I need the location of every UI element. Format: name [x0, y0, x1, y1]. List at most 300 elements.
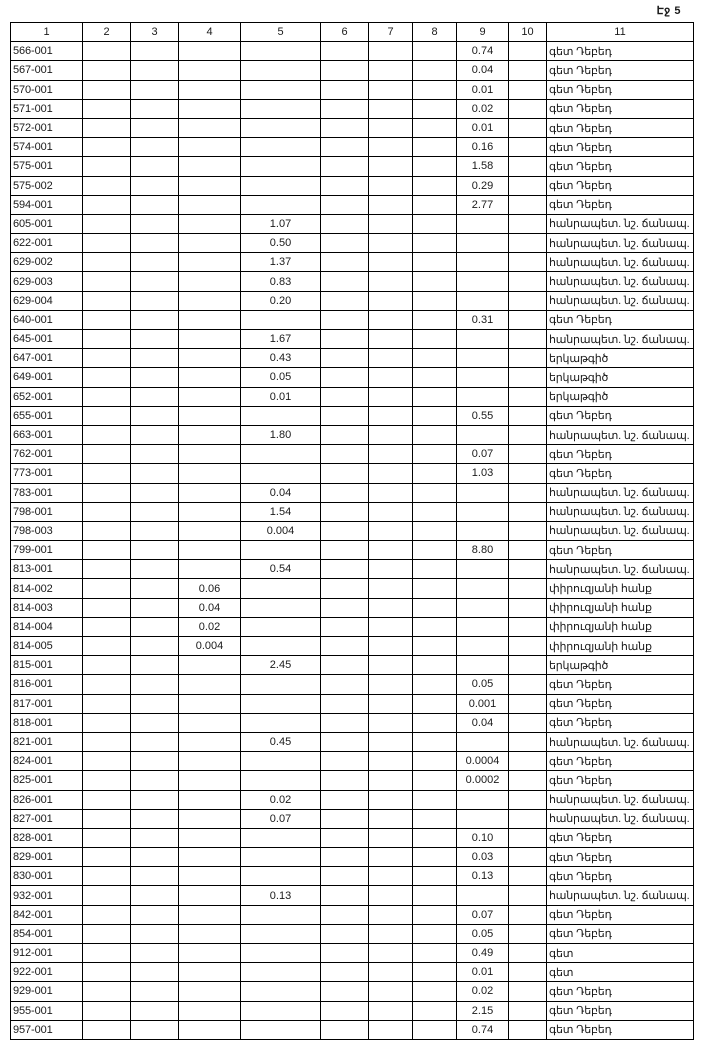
cell-col6 [321, 867, 369, 886]
cell-col6 [321, 732, 369, 751]
cell-col4 [179, 502, 241, 521]
cell-description: փիրուզյանի հանք [547, 598, 694, 617]
cell-col2 [83, 944, 131, 963]
cell-col5: 1.67 [241, 330, 321, 349]
cell-col7 [369, 368, 413, 387]
cell-col6 [321, 809, 369, 828]
cell-col4 [179, 253, 241, 272]
cell-col6 [321, 617, 369, 636]
cell-col6 [321, 828, 369, 847]
cell-code: 922-001 [11, 963, 83, 982]
cell-col5: 0.83 [241, 272, 321, 291]
cell-col4 [179, 867, 241, 886]
cell-col7 [369, 464, 413, 483]
cell-col3 [131, 982, 179, 1001]
cell-col5 [241, 310, 321, 329]
cell-col10 [509, 637, 547, 656]
table-header-row [11, 23, 694, 42]
cell-description: գետ Դեբեդ [547, 771, 694, 790]
cell-col6 [321, 1020, 369, 1039]
cell-col8 [413, 924, 457, 943]
cell-col9 [457, 617, 509, 636]
cell-col2 [83, 617, 131, 636]
cell-code: 825-001 [11, 771, 83, 790]
cell-col7 [369, 694, 413, 713]
cell-col3 [131, 675, 179, 694]
cell-col8 [413, 867, 457, 886]
cell-code: 575-001 [11, 157, 83, 176]
cell-col10 [509, 464, 547, 483]
cell-col7 [369, 445, 413, 464]
cell-col2 [83, 771, 131, 790]
cell-description: գետ Դեբեդ [547, 464, 694, 483]
cell-code: 816-001 [11, 675, 83, 694]
cell-col7 [369, 1001, 413, 1020]
cell-description: հանրապետ. նշ. ճանապ. [547, 809, 694, 828]
table-row [11, 656, 694, 675]
cell-col5 [241, 963, 321, 982]
cell-col8 [413, 905, 457, 924]
cell-col7 [369, 656, 413, 675]
cell-col6 [321, 694, 369, 713]
cell-col4 [179, 675, 241, 694]
cell-description: փիրուզյանի հանք [547, 617, 694, 636]
cell-col4 [179, 1020, 241, 1039]
column-number-2: 2 [83, 23, 131, 42]
cell-col7 [369, 61, 413, 80]
cell-col3 [131, 61, 179, 80]
table-row [11, 828, 694, 847]
cell-col5: 1.54 [241, 502, 321, 521]
cell-col7 [369, 253, 413, 272]
cell-col9: 0.05 [457, 924, 509, 943]
cell-col4 [179, 387, 241, 406]
cell-col9 [457, 387, 509, 406]
cell-col10 [509, 905, 547, 924]
table-body [11, 42, 694, 1040]
cell-col2 [83, 291, 131, 310]
cell-col4 [179, 886, 241, 905]
cell-col7 [369, 387, 413, 406]
cell-code: 814-003 [11, 598, 83, 617]
cell-col8 [413, 656, 457, 675]
cell-col9 [457, 886, 509, 905]
cell-col8 [413, 752, 457, 771]
cell-col6 [321, 234, 369, 253]
cell-col9: 0.31 [457, 310, 509, 329]
cell-col10 [509, 617, 547, 636]
cell-col3 [131, 637, 179, 656]
column-number-3: 3 [131, 23, 179, 42]
cell-col6 [321, 675, 369, 694]
cell-description: գետ Դեբեդ [547, 80, 694, 99]
cell-col7 [369, 541, 413, 560]
cell-description: հանրապետ. նշ. ճանապ. [547, 330, 694, 349]
cell-col2 [83, 387, 131, 406]
cell-col10 [509, 80, 547, 99]
cell-col5 [241, 195, 321, 214]
cell-col3 [131, 1020, 179, 1039]
cell-col6 [321, 80, 369, 99]
cell-col8 [413, 848, 457, 867]
cell-col8 [413, 445, 457, 464]
cell-col7 [369, 790, 413, 809]
cell-col6 [321, 291, 369, 310]
cell-col4 [179, 483, 241, 502]
cell-code: 799-001 [11, 541, 83, 560]
cell-col7 [369, 521, 413, 540]
cell-code: 783-001 [11, 483, 83, 502]
cell-col10 [509, 310, 547, 329]
cell-description: գետ Դեբեդ [547, 982, 694, 1001]
cell-col5 [241, 828, 321, 847]
cell-code: 818-001 [11, 713, 83, 732]
cell-col5 [241, 905, 321, 924]
cell-col8 [413, 521, 457, 540]
cell-code: 629-004 [11, 291, 83, 310]
column-number-5: 5 [241, 23, 321, 42]
cell-col10 [509, 330, 547, 349]
cell-col7 [369, 483, 413, 502]
cell-col3 [131, 924, 179, 943]
cell-col2 [83, 138, 131, 157]
cell-col8 [413, 138, 457, 157]
cell-col9: 0.001 [457, 694, 509, 713]
cell-code: 574-001 [11, 138, 83, 157]
cell-code: 824-001 [11, 752, 83, 771]
column-number-10: 10 [509, 23, 547, 42]
table-row [11, 617, 694, 636]
cell-code: 663-001 [11, 425, 83, 444]
cell-col3 [131, 445, 179, 464]
cell-code: 571-001 [11, 99, 83, 118]
cell-description: գետ Դեբեդ [547, 195, 694, 214]
cell-col5: 0.20 [241, 291, 321, 310]
cell-col6 [321, 195, 369, 214]
cell-description: գետ Դեբեդ [547, 118, 694, 137]
cell-col5 [241, 771, 321, 790]
cell-col10 [509, 368, 547, 387]
cell-col8 [413, 541, 457, 560]
cell-col6 [321, 579, 369, 598]
cell-col6 [321, 771, 369, 790]
cell-col8 [413, 214, 457, 233]
cell-col2 [83, 234, 131, 253]
cell-col8 [413, 790, 457, 809]
cell-description: գետ Դեբեդ [547, 310, 694, 329]
cell-code: 813-001 [11, 560, 83, 579]
cell-col10 [509, 579, 547, 598]
table-row [11, 541, 694, 560]
cell-col9 [457, 809, 509, 828]
cell-col2 [83, 579, 131, 598]
cell-col2 [83, 330, 131, 349]
cell-col10 [509, 924, 547, 943]
table-row [11, 924, 694, 943]
cell-col7 [369, 848, 413, 867]
cell-col9: 0.16 [457, 138, 509, 157]
cell-col10 [509, 656, 547, 675]
cell-col6 [321, 387, 369, 406]
cell-col10 [509, 42, 547, 61]
cell-col8 [413, 330, 457, 349]
cell-col6 [321, 425, 369, 444]
cell-col3 [131, 732, 179, 751]
cell-col6 [321, 656, 369, 675]
cell-col3 [131, 138, 179, 157]
cell-col8 [413, 713, 457, 732]
cell-description: գետ Դեբեդ [547, 42, 694, 61]
cell-col2 [83, 61, 131, 80]
cell-col3 [131, 234, 179, 253]
cell-col9 [457, 521, 509, 540]
cell-col7 [369, 771, 413, 790]
cell-description: գետ Դեբեդ [547, 867, 694, 886]
cell-col3 [131, 713, 179, 732]
cell-col7 [369, 138, 413, 157]
cell-col4 [179, 694, 241, 713]
table-row [11, 809, 694, 828]
cell-col4 [179, 656, 241, 675]
cell-col10 [509, 99, 547, 118]
cell-col10 [509, 1001, 547, 1020]
cell-col8 [413, 464, 457, 483]
cell-col9: 0.05 [457, 675, 509, 694]
cell-col6 [321, 790, 369, 809]
table-row [11, 598, 694, 617]
cell-col6 [321, 99, 369, 118]
cell-col6 [321, 944, 369, 963]
cell-col5: 0.43 [241, 349, 321, 368]
cell-col2 [83, 406, 131, 425]
cell-col5: 0.54 [241, 560, 321, 579]
cell-col4 [179, 905, 241, 924]
cell-col9 [457, 483, 509, 502]
cell-col4 [179, 560, 241, 579]
cell-col5: 0.04 [241, 483, 321, 502]
cell-col3 [131, 157, 179, 176]
cell-col8 [413, 502, 457, 521]
cell-col5 [241, 464, 321, 483]
cell-col2 [83, 214, 131, 233]
cell-col7 [369, 99, 413, 118]
cell-col3 [131, 886, 179, 905]
cell-col2 [83, 157, 131, 176]
cell-col10 [509, 138, 547, 157]
cell-col3 [131, 560, 179, 579]
cell-col7 [369, 560, 413, 579]
cell-col4 [179, 541, 241, 560]
cell-col6 [321, 541, 369, 560]
cell-col10 [509, 291, 547, 310]
cell-col10 [509, 752, 547, 771]
cell-col3 [131, 867, 179, 886]
table-row [11, 848, 694, 867]
cell-col9 [457, 790, 509, 809]
cell-col4: 0.004 [179, 637, 241, 656]
cell-col5: 1.37 [241, 253, 321, 272]
cell-col7 [369, 214, 413, 233]
cell-col5 [241, 541, 321, 560]
cell-col10 [509, 828, 547, 847]
cell-col8 [413, 176, 457, 195]
cell-code: 932-001 [11, 886, 83, 905]
cell-col6 [321, 464, 369, 483]
cell-col3 [131, 406, 179, 425]
cell-col3 [131, 214, 179, 233]
cell-description: փիրուզյանի հանք [547, 579, 694, 598]
cell-col4 [179, 272, 241, 291]
cell-col8 [413, 406, 457, 425]
cell-col7 [369, 80, 413, 99]
cell-col10 [509, 790, 547, 809]
cell-col7 [369, 425, 413, 444]
cell-col6 [321, 42, 369, 61]
cell-code: 567-001 [11, 61, 83, 80]
cell-col4 [179, 349, 241, 368]
cell-col4 [179, 157, 241, 176]
table-row [11, 61, 694, 80]
cell-col3 [131, 272, 179, 291]
table-row [11, 445, 694, 464]
cell-col6 [321, 502, 369, 521]
table-row [11, 138, 694, 157]
cell-col8 [413, 310, 457, 329]
cell-col9 [457, 368, 509, 387]
cell-col5 [241, 752, 321, 771]
cell-col2 [83, 310, 131, 329]
cell-col8 [413, 80, 457, 99]
cell-col2 [83, 848, 131, 867]
cell-code: 629-002 [11, 253, 83, 272]
cell-col5 [241, 1001, 321, 1020]
cell-col8 [413, 637, 457, 656]
cell-col4 [179, 195, 241, 214]
cell-description: գետ Դեբեդ [547, 752, 694, 771]
cell-col8 [413, 886, 457, 905]
cell-col7 [369, 828, 413, 847]
cell-col9 [457, 330, 509, 349]
cell-col7 [369, 330, 413, 349]
cell-col10 [509, 406, 547, 425]
cell-col2 [83, 195, 131, 214]
table-row [11, 118, 694, 137]
cell-col3 [131, 752, 179, 771]
cell-code: 773-001 [11, 464, 83, 483]
cell-code: 647-001 [11, 349, 83, 368]
cell-col9: 8.80 [457, 541, 509, 560]
cell-col6 [321, 445, 369, 464]
cell-col5 [241, 176, 321, 195]
cell-col3 [131, 483, 179, 502]
cell-col7 [369, 886, 413, 905]
cell-col9: 0.03 [457, 848, 509, 867]
cell-col9 [457, 253, 509, 272]
cell-col10 [509, 713, 547, 732]
cell-col7 [369, 963, 413, 982]
cell-col6 [321, 330, 369, 349]
cell-description: գետ [547, 963, 694, 982]
column-number-7: 7 [369, 23, 413, 42]
cell-col3 [131, 848, 179, 867]
cell-col5 [241, 944, 321, 963]
cell-code: 830-001 [11, 867, 83, 886]
cell-col10 [509, 1020, 547, 1039]
table-row [11, 790, 694, 809]
cell-col8 [413, 157, 457, 176]
table-row [11, 99, 694, 118]
cell-col10 [509, 61, 547, 80]
cell-col8 [413, 560, 457, 579]
column-number-8: 8 [413, 23, 457, 42]
cell-col8 [413, 349, 457, 368]
cell-col7 [369, 982, 413, 1001]
cell-col8 [413, 694, 457, 713]
column-number-9: 9 [457, 23, 509, 42]
cell-col5 [241, 445, 321, 464]
cell-col9 [457, 349, 509, 368]
table-row [11, 368, 694, 387]
cell-col7 [369, 234, 413, 253]
cell-col3 [131, 579, 179, 598]
cell-col7 [369, 195, 413, 214]
cell-code: 826-001 [11, 790, 83, 809]
cell-col4 [179, 234, 241, 253]
table-row [11, 80, 694, 99]
cell-col4 [179, 944, 241, 963]
table-row [11, 1020, 694, 1039]
cell-col3 [131, 99, 179, 118]
cell-col5: 0.45 [241, 732, 321, 751]
cell-col10 [509, 387, 547, 406]
cell-col4 [179, 713, 241, 732]
cell-col7 [369, 1020, 413, 1039]
cell-col2 [83, 176, 131, 195]
cell-col5 [241, 80, 321, 99]
cell-col5: 1.80 [241, 425, 321, 444]
cell-col10 [509, 848, 547, 867]
cell-col4 [179, 176, 241, 195]
cell-col2 [83, 425, 131, 444]
cell-col3 [131, 368, 179, 387]
cell-col8 [413, 42, 457, 61]
cell-col3 [131, 42, 179, 61]
cell-col7 [369, 349, 413, 368]
cell-col9: 0.01 [457, 118, 509, 137]
cell-col9: 0.07 [457, 445, 509, 464]
table-row [11, 176, 694, 195]
cell-col10 [509, 195, 547, 214]
table-row [11, 387, 694, 406]
cell-col3 [131, 598, 179, 617]
cell-description: հանրապետ. նշ. ճանապ. [547, 483, 694, 502]
cell-col5 [241, 637, 321, 656]
cell-col6 [321, 713, 369, 732]
cell-description: գետ Դեբեդ [547, 905, 694, 924]
cell-col3 [131, 828, 179, 847]
cell-col3 [131, 310, 179, 329]
cell-col7 [369, 713, 413, 732]
cell-col7 [369, 675, 413, 694]
cell-col7 [369, 637, 413, 656]
cell-description: գետ Դեբեդ [547, 694, 694, 713]
cell-description: գետ Դեբեդ [547, 1020, 694, 1039]
cell-col7 [369, 752, 413, 771]
cell-description: հանրապետ. նշ. ճանապ. [547, 291, 694, 310]
cell-col4 [179, 330, 241, 349]
cell-col6 [321, 272, 369, 291]
cell-description: գետ Դեբեդ [547, 1001, 694, 1020]
